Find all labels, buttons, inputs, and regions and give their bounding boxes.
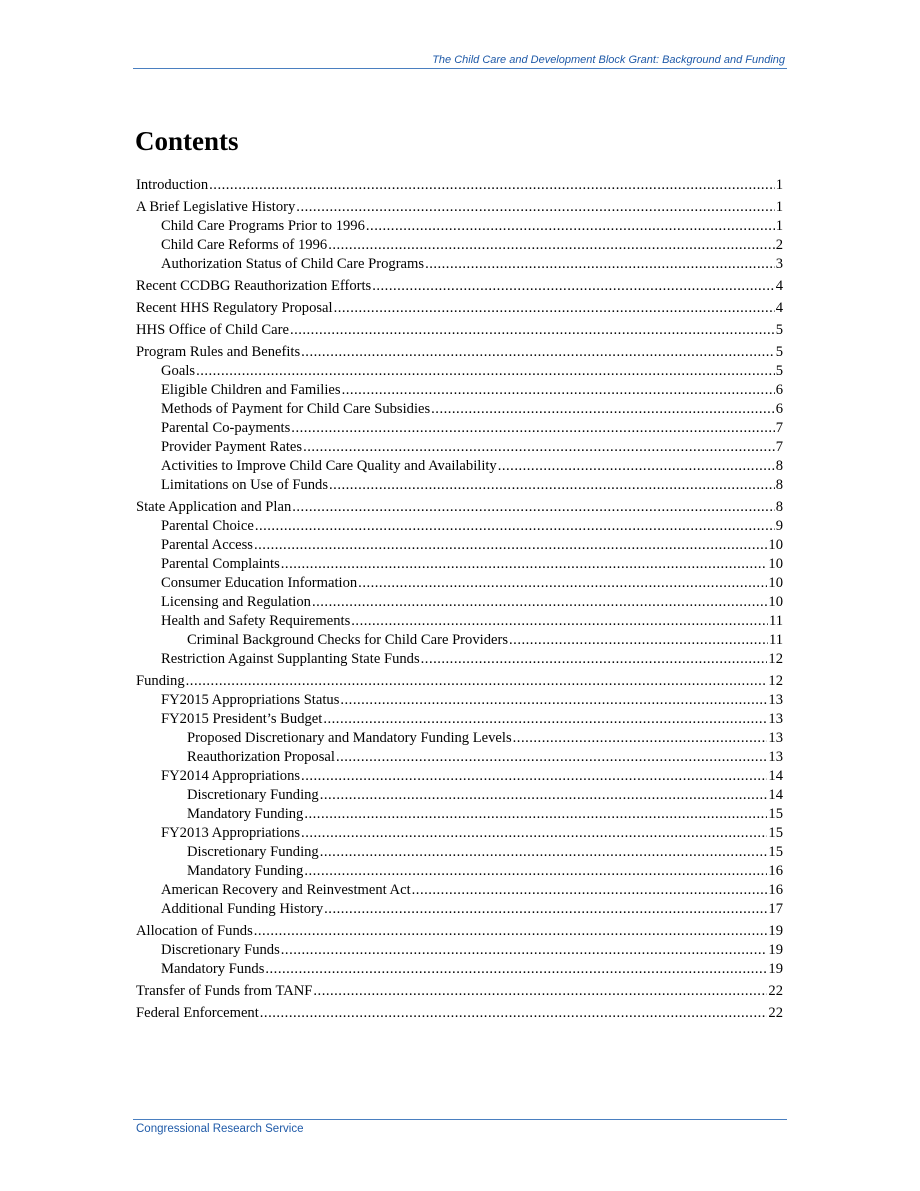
dot-leader bbox=[186, 672, 768, 691]
dot-leader bbox=[320, 843, 768, 862]
toc-entry-title: Mandatory Funds bbox=[161, 961, 265, 977]
toc-entry[interactable] bbox=[136, 650, 783, 669]
dot-leader bbox=[329, 476, 775, 495]
toc-entry-page: 16 bbox=[768, 882, 783, 898]
dot-leader bbox=[296, 198, 774, 217]
toc-entry[interactable] bbox=[136, 438, 783, 457]
toc-entry[interactable] bbox=[136, 922, 783, 941]
toc-entry[interactable] bbox=[136, 381, 783, 400]
dot-leader bbox=[209, 176, 775, 195]
toc-entry[interactable] bbox=[136, 498, 783, 517]
dot-leader bbox=[342, 381, 775, 400]
toc-entry-title: FY2014 Appropriations bbox=[161, 768, 301, 784]
page-title: Contents bbox=[135, 126, 239, 156]
toc-entry[interactable] bbox=[136, 198, 783, 217]
toc-entry[interactable] bbox=[136, 710, 783, 729]
toc-entry-page: 1 bbox=[775, 177, 783, 193]
toc-entry-page: 3 bbox=[775, 256, 783, 272]
toc-entry-title: Discretionary Funding bbox=[187, 787, 319, 803]
toc-entry-title: Authorization Status of Child Care Programs bbox=[161, 256, 425, 272]
toc-entry-page: 2 bbox=[775, 237, 783, 253]
toc-entry-title: Mandatory Funding bbox=[187, 806, 304, 822]
toc-entry-page: 5 bbox=[775, 322, 783, 338]
toc-entry-title: Parental Complaints bbox=[161, 556, 280, 572]
toc-entry-page: 15 bbox=[768, 825, 783, 841]
toc-entry-page: 5 bbox=[775, 344, 783, 360]
header-divider bbox=[133, 68, 787, 69]
toc-entry[interactable] bbox=[136, 536, 783, 555]
toc-entry-title: Parental Access bbox=[161, 537, 253, 553]
toc-entry[interactable] bbox=[136, 941, 783, 960]
dot-leader bbox=[281, 941, 768, 960]
toc-entry-page: 13 bbox=[768, 749, 783, 765]
toc-entry[interactable] bbox=[136, 457, 783, 476]
toc-entry-page: 12 bbox=[768, 651, 783, 667]
toc-entry[interactable] bbox=[136, 729, 783, 748]
running-header-title: The Child Care and Development Block Grant: Background and Funding bbox=[432, 54, 785, 66]
toc-entry[interactable] bbox=[136, 419, 783, 438]
dot-leader bbox=[421, 650, 768, 669]
dot-leader bbox=[265, 960, 767, 979]
toc-entry[interactable] bbox=[136, 843, 783, 862]
toc-entry-title: Discretionary Funds bbox=[161, 942, 280, 958]
dot-leader bbox=[372, 277, 774, 296]
toc-entry-page: 16 bbox=[768, 863, 783, 879]
dot-leader bbox=[509, 631, 768, 650]
dot-leader bbox=[260, 1004, 768, 1023]
toc-entry[interactable] bbox=[136, 176, 783, 195]
toc-entry[interactable] bbox=[136, 881, 783, 900]
toc-entry-title: FY2013 Appropriations bbox=[161, 825, 301, 841]
dot-leader bbox=[196, 362, 775, 381]
toc-entry-title: Restriction Against Supplanting State Funds bbox=[161, 651, 420, 667]
toc-entry[interactable] bbox=[136, 217, 783, 236]
dot-leader bbox=[254, 922, 768, 941]
toc-entry-page: 17 bbox=[768, 901, 783, 917]
toc-entry-page: 1 bbox=[775, 199, 783, 215]
dot-leader bbox=[358, 574, 767, 593]
dot-leader bbox=[431, 400, 775, 419]
toc-entry-title: Child Care Programs Prior to 1996 bbox=[161, 218, 365, 234]
toc-entry-page: 12 bbox=[768, 673, 783, 689]
toc-entry[interactable] bbox=[136, 400, 783, 419]
toc-entry-page: 5 bbox=[775, 363, 783, 379]
toc-entry[interactable] bbox=[136, 593, 783, 612]
toc-entry-page: 13 bbox=[768, 692, 783, 708]
dot-leader bbox=[304, 862, 767, 881]
toc-entry-title: FY2015 President’s Budget bbox=[161, 711, 323, 727]
toc-entry[interactable] bbox=[136, 631, 783, 650]
toc-entry-page: 11 bbox=[768, 613, 783, 629]
toc-entry-title: Goals bbox=[161, 363, 196, 379]
dot-leader bbox=[292, 498, 774, 517]
toc-entry-title: Methods of Payment for Child Care Subsidies bbox=[161, 401, 431, 417]
dot-leader bbox=[313, 982, 767, 1001]
dot-leader bbox=[320, 786, 768, 805]
dot-leader bbox=[334, 299, 775, 318]
dot-leader bbox=[301, 824, 767, 843]
toc-entry-title: Mandatory Funding bbox=[187, 863, 304, 879]
dot-leader bbox=[328, 236, 775, 255]
dot-leader bbox=[255, 517, 775, 536]
toc-entry[interactable] bbox=[136, 321, 783, 340]
dot-leader bbox=[336, 748, 767, 767]
toc-entry-page: 7 bbox=[775, 420, 783, 436]
toc-entry-title: Criminal Background Checks for Child Care Providers bbox=[187, 632, 509, 648]
toc-entry[interactable] bbox=[136, 786, 783, 805]
toc-entry-title: Parental Co-payments bbox=[161, 420, 291, 436]
toc-entry[interactable] bbox=[136, 236, 783, 255]
toc-entry[interactable] bbox=[136, 574, 783, 593]
toc-entry-page: 4 bbox=[775, 300, 783, 316]
toc-entry-title: American Recovery and Reinvestment Act bbox=[161, 882, 411, 898]
toc-entry-title: Transfer of Funds from TANF bbox=[136, 983, 313, 999]
toc-entry-page: 13 bbox=[768, 730, 783, 746]
toc-entry-title: Discretionary Funding bbox=[187, 844, 319, 860]
toc-entry-title: Proposed Discretionary and Mandatory Funding Levels bbox=[187, 730, 512, 746]
toc-entry[interactable] bbox=[136, 824, 783, 843]
dot-leader bbox=[425, 255, 775, 274]
toc-entry[interactable] bbox=[136, 862, 783, 881]
toc-entry-title: Reauthorization Proposal bbox=[187, 749, 335, 765]
toc-entry-page: 10 bbox=[768, 575, 783, 591]
toc-entry-page: 1 bbox=[775, 218, 783, 234]
toc-entry[interactable] bbox=[136, 672, 783, 691]
toc-entry-page: 8 bbox=[775, 477, 783, 493]
toc-entry-title: Introduction bbox=[136, 177, 209, 193]
toc-entry-title: Funding bbox=[136, 673, 185, 689]
toc-entry-page: 7 bbox=[775, 439, 783, 455]
toc-entry[interactable] bbox=[136, 691, 783, 710]
toc-entry[interactable] bbox=[136, 960, 783, 979]
toc-entry-title: State Application and Plan bbox=[136, 499, 292, 515]
footer-divider bbox=[133, 1119, 787, 1120]
footer-publisher: Congressional Research Service bbox=[136, 1123, 304, 1135]
toc-entry[interactable] bbox=[136, 805, 783, 824]
toc-entry-title: Child Care Reforms of 1996 bbox=[161, 237, 328, 253]
dot-leader bbox=[291, 419, 774, 438]
toc-entry-page: 14 bbox=[768, 768, 783, 784]
dot-leader bbox=[323, 710, 767, 729]
toc-entry-title: Recent HHS Regulatory Proposal bbox=[136, 300, 333, 316]
toc-entry-page: 10 bbox=[768, 594, 783, 610]
toc-entry-page: 6 bbox=[775, 401, 783, 417]
dot-leader bbox=[254, 536, 767, 555]
toc-entry[interactable] bbox=[136, 767, 783, 786]
toc-entry[interactable] bbox=[136, 277, 783, 296]
toc-entry-title: Program Rules and Benefits bbox=[136, 344, 301, 360]
toc-entry-page: 15 bbox=[768, 844, 783, 860]
toc-entry[interactable] bbox=[136, 748, 783, 767]
toc-entry-page: 8 bbox=[775, 458, 783, 474]
toc-entry-page: 10 bbox=[768, 556, 783, 572]
dot-leader bbox=[304, 805, 767, 824]
toc-entry-page: 19 bbox=[768, 923, 783, 939]
dot-leader bbox=[281, 555, 768, 574]
dot-leader bbox=[351, 612, 768, 631]
toc-entry-page: 4 bbox=[775, 278, 783, 294]
toc-entry-page: 8 bbox=[775, 499, 783, 515]
dot-leader bbox=[301, 767, 767, 786]
toc-entry-page: 22 bbox=[768, 983, 783, 999]
toc-entry-title: Federal Enforcement bbox=[136, 1005, 259, 1021]
toc-entry-title: Limitations on Use of Funds bbox=[161, 477, 329, 493]
toc-entry[interactable] bbox=[136, 299, 783, 318]
toc-entry-title: Activities to Improve Child Care Quality and Availability bbox=[161, 458, 497, 474]
toc-entry-page: 13 bbox=[768, 711, 783, 727]
toc-entry-title: Health and Safety Requirements bbox=[161, 613, 351, 629]
toc-entry-title: Eligible Children and Families bbox=[161, 382, 341, 398]
toc-entry-page: 6 bbox=[775, 382, 783, 398]
toc-entry[interactable] bbox=[136, 1004, 783, 1023]
toc-entry-page: 15 bbox=[768, 806, 783, 822]
toc-entry-page: 10 bbox=[768, 537, 783, 553]
dot-leader bbox=[412, 881, 768, 900]
toc-entry-page: 22 bbox=[768, 1005, 783, 1021]
toc-entry[interactable] bbox=[136, 517, 783, 536]
toc-entry[interactable] bbox=[136, 982, 783, 1001]
table-of-contents bbox=[136, 176, 783, 1023]
toc-entry[interactable] bbox=[136, 900, 783, 919]
toc-entry-page: 9 bbox=[775, 518, 783, 534]
dot-leader bbox=[312, 593, 767, 612]
toc-entry[interactable] bbox=[136, 255, 783, 274]
dot-leader bbox=[301, 343, 775, 362]
dot-leader bbox=[513, 729, 768, 748]
toc-entry-page: 19 bbox=[768, 961, 783, 977]
toc-entry[interactable] bbox=[136, 612, 783, 631]
dot-leader bbox=[290, 321, 775, 340]
toc-entry-title: A Brief Legislative History bbox=[136, 199, 296, 215]
toc-entry-title: Licensing and Regulation bbox=[161, 594, 311, 610]
dot-leader bbox=[340, 691, 767, 710]
toc-entry-title: Recent CCDBG Reauthorization Efforts bbox=[136, 278, 372, 294]
toc-entry[interactable] bbox=[136, 362, 783, 381]
toc-entry-title: FY2015 Appropriations Status bbox=[161, 692, 340, 708]
dot-leader bbox=[303, 438, 775, 457]
toc-entry[interactable] bbox=[136, 555, 783, 574]
toc-entry-title: Additional Funding History bbox=[161, 901, 324, 917]
toc-entry[interactable] bbox=[136, 476, 783, 495]
dot-leader bbox=[498, 457, 775, 476]
toc-entry-page: 14 bbox=[768, 787, 783, 803]
toc-entry-page: 11 bbox=[768, 632, 783, 648]
toc-entry-page: 19 bbox=[768, 942, 783, 958]
toc-entry-title: Consumer Education Information bbox=[161, 575, 358, 591]
toc-entry-title: Parental Choice bbox=[161, 518, 254, 534]
dot-leader bbox=[366, 217, 775, 236]
toc-entry-title: Allocation of Funds bbox=[136, 923, 253, 939]
toc-entry-title: HHS Office of Child Care bbox=[136, 322, 289, 338]
dot-leader bbox=[324, 900, 767, 919]
toc-entry-title: Provider Payment Rates bbox=[161, 439, 303, 455]
toc-entry[interactable] bbox=[136, 343, 783, 362]
